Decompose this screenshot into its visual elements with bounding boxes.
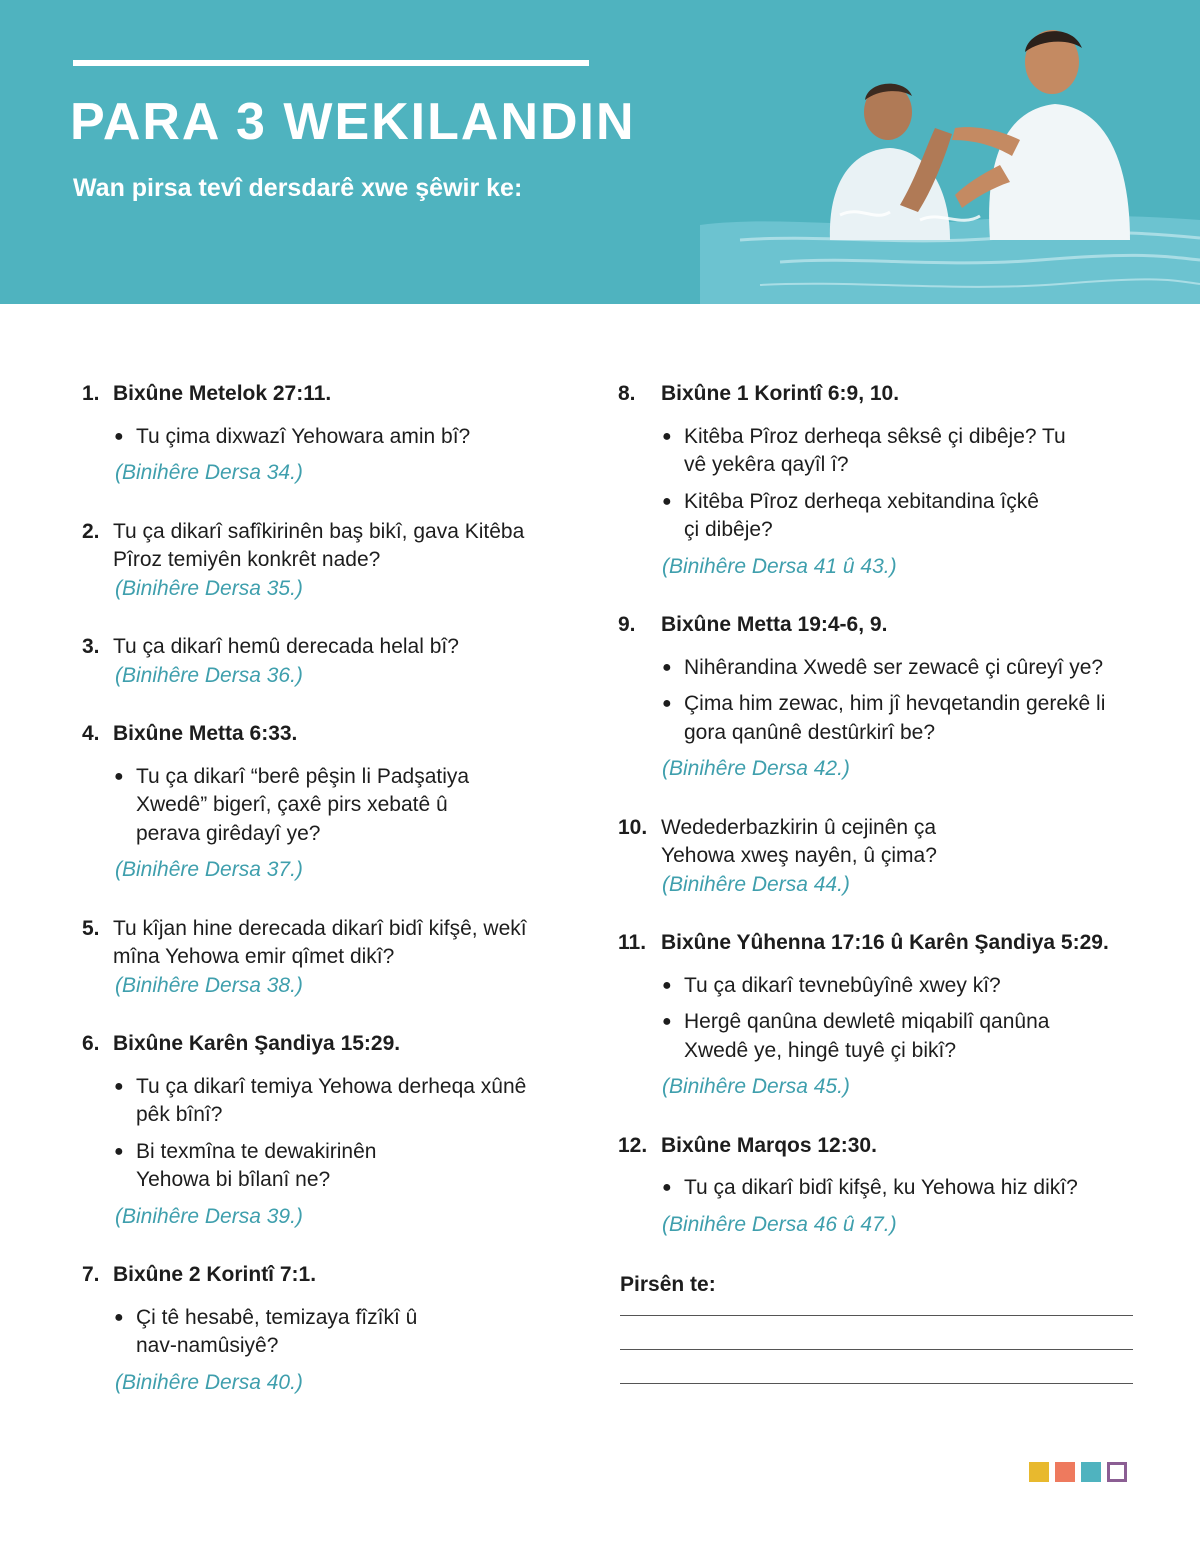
question-number: 4. <box>82 722 100 745</box>
list-item <box>82 423 552 452</box>
question-2 <box>82 518 552 604</box>
bullet-text: Çi tê hesabê, temizaya fîzîkî û nav-namûsiyê? <box>136 1305 418 1357</box>
question-text: Tu ça dikarî safîkirinên baş bikî, gava Kitêba Pîroz temiyên konkrêt nade? <box>113 519 525 571</box>
questions-left-column <box>82 380 552 1397</box>
bullet-text: Bi texmîna te dewakirinên Yehowa bi bîlanî ne? <box>136 1139 377 1191</box>
question-text: Bixûne 1 Korintî 6:9, 10. <box>661 382 900 405</box>
list-item <box>618 972 1138 1001</box>
lesson-reference: (Binihêre Dersa 35.) <box>115 576 303 600</box>
question-6 <box>82 1030 552 1231</box>
bullet-icon: ● <box>662 427 672 445</box>
question-text: Tu kîjan hine derecada dikarî bidî kifşê, wekî mîna Yehowa emir qîmet dikî? <box>113 916 527 968</box>
question-number: 2. <box>82 519 100 543</box>
list-item <box>618 423 1138 480</box>
question-text: Bixûne Metelok 27:11. <box>113 382 332 405</box>
lesson-reference: (Binihêre Dersa 46 û 47.) <box>662 1212 897 1236</box>
question-text: Bixûne Marqos 12:30. <box>661 1133 877 1157</box>
list-item <box>618 1008 1138 1065</box>
question-10 <box>618 814 1138 900</box>
question-3 <box>82 633 552 690</box>
notes-line[interactable] <box>620 1383 1133 1384</box>
list-item <box>618 654 1138 683</box>
list-item <box>618 690 1138 747</box>
lesson-reference: (Binihêre Dersa 44.) <box>662 872 850 896</box>
lesson-reference: (Binihêre Dersa 39.) <box>115 1204 303 1228</box>
question-text: Bixûne Yûhenna 17:16 û Karên Şandiya 5:29. <box>661 931 1109 954</box>
question-text: Tu ça dikarî hemû derecada helal bî? <box>113 635 459 658</box>
question-7 <box>82 1261 552 1397</box>
header-rule <box>73 60 589 66</box>
list-item <box>82 1138 552 1195</box>
list-item <box>618 1174 1138 1203</box>
page-title: PARA 3 WEKILANDIN <box>70 93 636 151</box>
question-number: 9. <box>618 613 636 636</box>
question-11 <box>618 929 1138 1102</box>
question-4 <box>82 720 552 885</box>
lesson-reference: (Binihêre Dersa 36.) <box>115 663 303 687</box>
lesson-reference: (Binihêre Dersa 41 û 43.) <box>662 554 897 578</box>
bullet-text: Çima him zewac, him jî hevqetandin gerekê li gora qanûnê destûrkirî be? <box>684 692 1106 744</box>
question-text: Bixûne Karên Şandiya 15:29. <box>113 1032 401 1055</box>
question-text: Wedederbazkirin û cejinên ça Yehowa xweş nayên, û çima? <box>661 815 937 867</box>
list-item <box>82 1304 552 1361</box>
baptism-illustration <box>700 0 1200 304</box>
question-number: 10. <box>618 815 648 839</box>
question-text: Bixûne 2 Korintî 7:1. <box>113 1263 317 1286</box>
bullet-icon: ● <box>662 492 672 510</box>
lesson-reference: (Binihêre Dersa 40.) <box>115 1370 303 1394</box>
question-number: 6. <box>82 1032 100 1055</box>
header-banner <box>0 0 1200 304</box>
bullet-text: Kitêba Pîroz derheqa xebitandina îçkê çi dibêje? <box>684 489 1039 541</box>
question-number: 3. <box>82 635 100 658</box>
bullet-text: Tu ça dikarî “berê pêşin li Padşatiya Xwedê” bigerî, çaxê pirs xebatê û perava girêdayî ye? <box>136 764 470 845</box>
bullet-icon: ● <box>662 976 672 994</box>
question-text: Bixûne Metta 6:33. <box>113 722 298 745</box>
list-item <box>82 763 552 849</box>
question-12 <box>618 1132 1138 1240</box>
bullet-icon: ● <box>114 427 124 445</box>
list-item <box>618 488 1138 545</box>
question-text: Bixûne Metta 19:4-6, 9. <box>661 613 888 636</box>
question-8 <box>618 380 1138 581</box>
bullet-text: Tu ça dikarî tevnebûyînê xwey kî? <box>684 973 1001 997</box>
question-number: 8. <box>618 382 636 405</box>
bullet-icon: ● <box>114 767 124 785</box>
notes-label: Pirsên te: <box>620 1273 716 1296</box>
bullet-icon: ● <box>114 1308 124 1326</box>
question-9 <box>618 611 1138 784</box>
lesson-reference: (Binihêre Dersa 37.) <box>115 858 303 881</box>
square-purple-outline <box>1107 1462 1127 1482</box>
page-subtitle: Wan pirsa tevî dersdarê xwe şêwir ke: <box>73 174 523 202</box>
bullet-icon: ● <box>114 1077 124 1095</box>
question-number: 1. <box>82 382 100 405</box>
bullet-icon: ● <box>662 1179 672 1196</box>
bullet-icon: ● <box>662 658 672 676</box>
question-number: 11. <box>618 931 647 954</box>
lesson-reference: (Binihêre Dersa 42.) <box>662 757 850 780</box>
question-number: 5. <box>82 916 100 940</box>
question-number: 12. <box>618 1133 648 1157</box>
bullet-text: Tu ça dikarî temiya Yehowa derheqa xûnê pêk bînî? <box>136 1074 527 1126</box>
questions-right-column <box>618 380 1138 1384</box>
bullet-icon: ● <box>662 695 672 712</box>
bullet-text: Tu ça dikarî bidî kifşê, ku Yehowa hiz dikî? <box>684 1176 1078 1199</box>
square-teal <box>1081 1462 1101 1482</box>
question-number: 7. <box>82 1263 100 1286</box>
list-item <box>82 1073 552 1130</box>
bullet-text: Hergê qanûna dewletê miqabilî qanûna Xwedê ye, hingê tuyê çi bikî? <box>684 1010 1050 1062</box>
lesson-reference: (Binihêre Dersa 38.) <box>115 973 303 997</box>
lesson-reference: (Binihêre Dersa 34.) <box>115 461 303 484</box>
square-yellow <box>1029 1462 1049 1482</box>
color-squares <box>1029 1462 1133 1482</box>
lesson-reference: (Binihêre Dersa 45.) <box>662 1075 850 1098</box>
bullet-text: Nihêrandina Xwedê ser zewacê çi cûreyî ye? <box>684 655 1104 679</box>
question-5 <box>82 915 552 1001</box>
bullet-icon: ● <box>662 1013 672 1030</box>
bullet-text: Kitêba Pîroz derheqa sêksê çi dibêje? Tu vê yekêra qayîl î? <box>684 424 1066 476</box>
question-1 <box>82 380 552 488</box>
bullet-icon: ● <box>114 1142 124 1160</box>
square-orange <box>1055 1462 1075 1482</box>
bullet-text: Tu çima dixwazî Yehowara amin bî? <box>136 424 471 448</box>
